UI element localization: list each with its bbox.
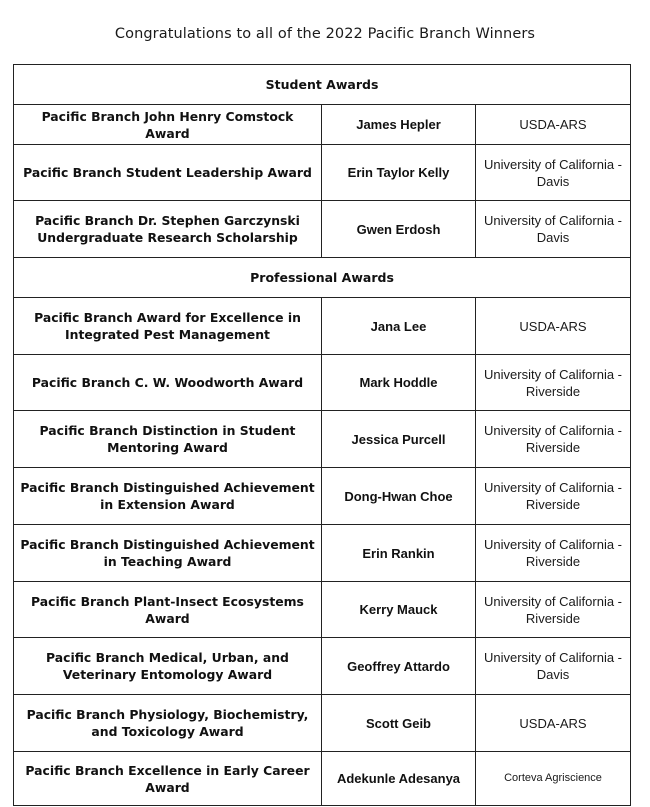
table-row bbox=[14, 752, 631, 806]
winner-institution: USDA-ARS bbox=[476, 105, 631, 145]
professional-awards-section-header bbox=[14, 258, 631, 298]
winner-name: Jessica Purcell bbox=[322, 411, 476, 468]
winner-name: Gwen Erdosh bbox=[322, 201, 476, 258]
table-row bbox=[14, 355, 631, 411]
winner-name: Mark Hoddle bbox=[322, 355, 476, 411]
award-title: Pacific Branch Medical, Urban, and Veterinary Entomology Award bbox=[14, 638, 322, 695]
table-row bbox=[14, 525, 631, 582]
winner-institution: USDA-ARS bbox=[476, 298, 631, 355]
winner-institution: University of California - Davis bbox=[476, 145, 631, 201]
award-title: Pacific Branch Plant-Insect Ecosystems Award bbox=[14, 582, 322, 638]
winner-institution: University of California - Davis bbox=[476, 201, 631, 258]
winner-name: Adekunle Adesanya bbox=[322, 752, 476, 806]
table-row bbox=[14, 468, 631, 525]
award-title: Pacific Branch Student Leadership Award bbox=[14, 145, 322, 201]
table-row bbox=[14, 145, 631, 201]
winner-name: Geoffrey Attardo bbox=[322, 638, 476, 695]
winner-institution: University of California - Riverside bbox=[476, 468, 631, 525]
award-title: Pacific Branch Award for Excellence in Integrated Pest Management bbox=[14, 298, 322, 355]
award-title: Pacific Branch John Henry Comstock Award bbox=[14, 105, 322, 145]
table-row bbox=[14, 298, 631, 355]
award-title: Pacific Branch Physiology, Biochemistry, and Toxicology Award bbox=[14, 695, 322, 752]
winner-institution: University of California - Davis bbox=[476, 638, 631, 695]
awards-table bbox=[13, 64, 631, 806]
winner-name: James Hepler bbox=[322, 105, 476, 145]
table-row bbox=[14, 582, 631, 638]
award-title: Pacific Branch C. W. Woodworth Award bbox=[14, 355, 322, 411]
table-row bbox=[14, 201, 631, 258]
section-title: Professional Awards bbox=[14, 258, 631, 298]
winner-institution: Corteva Agriscience bbox=[476, 752, 631, 806]
winner-institution: University of California - Riverside bbox=[476, 355, 631, 411]
award-title: Pacific Branch Distinction in Student Mentoring Award bbox=[14, 411, 322, 468]
winner-name: Erin Taylor Kelly bbox=[322, 145, 476, 201]
winner-name: Jana Lee bbox=[322, 298, 476, 355]
table-row bbox=[14, 105, 631, 145]
table-row bbox=[14, 411, 631, 468]
award-title: Pacific Branch Excellence in Early Career Award bbox=[14, 752, 322, 806]
section-title: Student Awards bbox=[14, 65, 631, 105]
winner-institution: University of California - Riverside bbox=[476, 582, 631, 638]
winner-institution: University of California - Riverside bbox=[476, 525, 631, 582]
award-title: Pacific Branch Dr. Stephen Garczynski Undergraduate Research Scholarship bbox=[14, 201, 322, 258]
student-awards-section-header bbox=[14, 65, 631, 105]
winner-name: Dong-Hwan Choe bbox=[322, 468, 476, 525]
award-title: Pacific Branch Distinguished Achievement in Teaching Award bbox=[14, 525, 322, 582]
winner-institution: University of California - Riverside bbox=[476, 411, 631, 468]
table-row bbox=[14, 695, 631, 752]
table-row bbox=[14, 638, 631, 695]
award-title: Pacific Branch Distinguished Achievement in Extension Award bbox=[14, 468, 322, 525]
winner-institution: USDA-ARS bbox=[476, 695, 631, 752]
winner-name: Erin Rankin bbox=[322, 525, 476, 582]
winner-name: Kerry Mauck bbox=[322, 582, 476, 638]
page-title: Congratulations to all of the 2022 Pacific Branch Winners bbox=[114, 26, 536, 42]
winner-name: Scott Geib bbox=[322, 695, 476, 752]
